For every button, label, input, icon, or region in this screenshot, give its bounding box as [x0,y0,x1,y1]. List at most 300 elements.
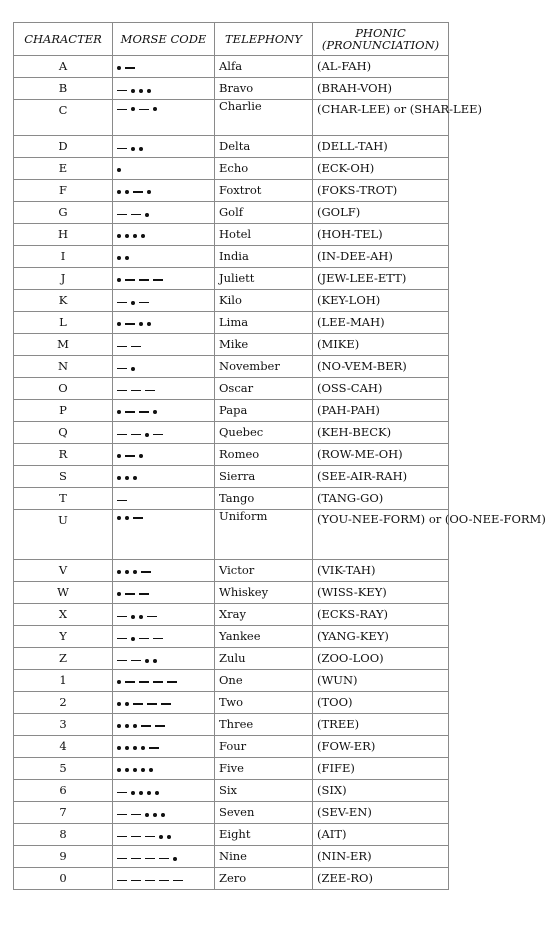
character-cell: C [14,100,113,136]
morse-dot [145,213,149,217]
morse-symbols [117,677,177,687]
table-row [14,868,449,890]
morse-dot [139,791,143,795]
table-row [14,334,449,356]
phonic-cell: (KEH-BECK) [313,422,449,444]
morse-dot [147,791,151,795]
morse-cell [113,56,215,78]
table-row [14,670,449,692]
phonic-cell: (CHAR-LEE) or (SHAR-LEE) [313,100,449,136]
morse-symbols [117,743,159,753]
character-cell: Q [14,422,113,444]
morse-cell [113,670,215,692]
phonic-cell: (ECKS-RAY) [313,604,449,626]
phonic-cell: (TREE) [313,714,449,736]
phonic-cell: (AL-FAH) [313,56,449,78]
morse-dot [117,234,121,238]
morse-dash [133,517,143,519]
morse-dash [131,858,141,860]
header-phonic: PHONIC (PRONUNCIATION) [313,23,449,56]
morse-dash [141,725,151,727]
telephony-cell: Golf [215,202,313,224]
morse-dash [153,681,163,683]
phonic-cell: (BRAH-VOH) [313,78,449,100]
character-cell: V [14,560,113,582]
morse-dash [117,836,127,838]
morse-dot [145,433,149,437]
morse-dot [125,768,129,772]
phonic-cell: (GOLF) [313,202,449,224]
morse-dot [133,234,137,238]
morse-symbols [117,721,165,731]
table-row [14,692,449,714]
table-row [14,400,449,422]
morse-dash [147,703,157,705]
morse-dot [131,367,135,371]
morse-dash [159,880,169,882]
character-cell: 0 [14,868,113,890]
morse-dash [131,814,141,816]
character-cell: K [14,290,113,312]
character-cell: 1 [14,670,113,692]
telephony-cell: Three [215,714,313,736]
header-row [14,23,449,56]
morse-dash [125,323,135,325]
morse-dash [117,858,127,860]
morse-dot [147,190,151,194]
telephony-cell: Bravo [215,78,313,100]
morse-cell [113,780,215,802]
telephony-cell: Zulu [215,648,313,670]
phonic-cell: (MIKE) [313,334,449,356]
character-cell: 7 [14,802,113,824]
character-cell: Z [14,648,113,670]
header-telephony: TELEPHONY [215,23,313,56]
morse-dash [139,681,149,683]
morse-symbols [117,699,171,709]
morse-cell [113,224,215,246]
morse-cell [113,78,215,100]
morse-cell [113,136,215,158]
morse-cell [113,758,215,780]
morse-dot [125,190,129,194]
morse-dot [141,768,145,772]
morse-cell [113,202,215,224]
phonic-cell: (YANG-KEY) [313,626,449,648]
telephony-cell: November [215,356,313,378]
telephony-cell: Mike [215,334,313,356]
morse-dot [131,637,135,641]
telephony-cell: Whiskey [215,582,313,604]
morse-dot [139,454,143,458]
header-morse-code: MORSE CODE [113,23,215,56]
morse-dash [117,500,127,502]
phonic-cell: (TANG-GO) [313,488,449,510]
table-row [14,736,449,758]
morse-dot [117,592,121,596]
telephony-cell: India [215,246,313,268]
table-row [14,466,449,488]
morse-dash [145,836,155,838]
telephony-cell: Tango [215,488,313,510]
morse-dash [125,67,135,69]
morse-dot [147,322,151,326]
phonic-cell: (NO-VEM-BER) [313,356,449,378]
morse-dash [139,593,149,595]
morse-dot [133,746,137,750]
morse-dash [153,434,163,436]
character-cell: G [14,202,113,224]
morse-symbols [117,210,149,220]
morse-cell [113,290,215,312]
table-row [14,290,449,312]
phonic-cell: (FOW-ER) [313,736,449,758]
morse-symbols [117,298,149,308]
morse-dash [117,638,127,640]
phonic-cell: (SIX) [313,780,449,802]
phonic-cell: (KEY-LOH) [313,290,449,312]
morse-dot [149,768,153,772]
morse-dot [125,570,129,574]
morse-dot [139,89,143,93]
telephony-cell: Delta [215,136,313,158]
character-cell: N [14,356,113,378]
morse-dash [117,434,127,436]
morse-dot [133,476,137,480]
character-cell: W [14,582,113,604]
morse-dot [117,746,121,750]
morse-dash [125,455,135,457]
phonic-cell: (SEV-EN) [313,802,449,824]
morse-dot [125,234,129,238]
morse-symbols [117,364,135,374]
character-cell: F [14,180,113,202]
morse-cell [113,466,215,488]
telephony-cell: Alfa [215,56,313,78]
phonic-cell: (LEE-MAH) [313,312,449,334]
morse-symbols [117,788,159,798]
morse-cell [113,868,215,890]
morse-symbols [117,104,157,114]
table-row [14,268,449,290]
telephony-cell: Two [215,692,313,714]
telephony-cell: Victor [215,560,313,582]
telephony-cell: Romeo [215,444,313,466]
morse-cell [113,158,215,180]
table-row [14,78,449,100]
phonic-cell: (OSS-CAH) [313,378,449,400]
morse-dot [139,322,143,326]
morse-symbols [117,342,141,352]
morse-dot [125,746,129,750]
phonic-cell: (FIFE) [313,758,449,780]
telephony-cell: Juliett [215,268,313,290]
morse-dash [161,703,171,705]
morse-symbols [117,253,129,263]
morse-dot [139,615,143,619]
character-cell: X [14,604,113,626]
header-character: CHARACTER [14,23,113,56]
morse-dash [125,279,135,281]
table-row [14,158,449,180]
telephony-cell: Six [215,780,313,802]
phonic-cell: (ROW-ME-OH) [313,444,449,466]
telephony-cell: Uniform [215,510,313,560]
telephony-cell: One [215,670,313,692]
morse-dot [131,107,135,111]
morse-dot [117,680,121,684]
morse-cell [113,692,215,714]
morse-dash [117,148,127,150]
morse-symbols [117,612,157,622]
morse-symbols [117,86,151,96]
character-cell: 6 [14,780,113,802]
morse-dot [167,835,171,839]
morse-cell [113,802,215,824]
table-row [14,510,449,560]
table-row [14,100,449,136]
telephony-cell: Charlie [215,100,313,136]
morse-dash [139,411,149,413]
phonic-cell: (WUN) [313,670,449,692]
morse-dash [133,191,143,193]
morse-cell [113,334,215,356]
table-row [14,758,449,780]
table-row [14,224,449,246]
morse-cell [113,268,215,290]
morse-dot [125,516,129,520]
phonetic-alphabet-table [13,22,546,890]
morse-dash [141,571,151,573]
morse-cell [113,626,215,648]
morse-dash [153,638,163,640]
morse-dot [153,813,157,817]
morse-dot [147,89,151,93]
morse-symbols [117,473,137,483]
character-cell: O [14,378,113,400]
morse-dash [131,214,141,216]
phonic-cell: (DELL-TAH) [313,136,449,158]
morse-dash [117,880,127,882]
morse-dash [131,390,141,392]
morse-symbols [117,634,163,644]
phonic-cell: (YOU-NEE-FORM) or (OO-NEE-FORM) [313,510,449,560]
table-row [14,488,449,510]
morse-dot [125,702,129,706]
morse-dot [117,476,121,480]
morse-cell [113,356,215,378]
morse-dot [141,746,145,750]
morse-dash [117,390,127,392]
table-row [14,626,449,648]
character-cell: M [14,334,113,356]
morse-dash [117,660,127,662]
morse-dot [117,190,121,194]
morse-dot [131,147,135,151]
phonic-cell: (IN-DEE-AH) [313,246,449,268]
character-cell: I [14,246,113,268]
morse-dash [139,638,149,640]
morse-dot [125,476,129,480]
morse-cell [113,378,215,400]
telephony-cell: Sierra [215,466,313,488]
morse-cell [113,510,215,560]
telephony-cell: Foxtrot [215,180,313,202]
morse-dot [117,768,121,772]
phonic-cell: (VIK-TAH) [313,560,449,582]
phonic-cell: (ZEE-RO) [313,868,449,890]
morse-dot [153,107,157,111]
telephony-cell: Quebec [215,422,313,444]
morse-cell [113,560,215,582]
telephony-cell: Echo [215,158,313,180]
character-cell: T [14,488,113,510]
morse-dot [117,168,121,172]
telephony-cell: Yankee [215,626,313,648]
morse-dash [133,703,143,705]
morse-cell [113,714,215,736]
morse-dot [117,724,121,728]
morse-cell [113,444,215,466]
morse-dash [125,593,135,595]
telephony-cell: Seven [215,802,313,824]
phonic-cell: (HOH-TEL) [313,224,449,246]
morse-dot [131,615,135,619]
telephony-cell: Xray [215,604,313,626]
morse-dash [139,109,149,111]
morse-dot [117,278,121,282]
table-row [14,582,449,604]
morse-dot [117,454,121,458]
morse-dot [131,89,135,93]
morse-cell [113,100,215,136]
morse-dash [117,368,127,370]
character-cell: 2 [14,692,113,714]
morse-dash [131,836,141,838]
telephony-cell: Hotel [215,224,313,246]
phonic-cell: (SEE-AIR-RAH) [313,466,449,488]
morse-dot [153,659,157,663]
morse-dash [117,302,127,304]
morse-dash [153,279,163,281]
telephony-cell: Eight [215,824,313,846]
phonic-cell: (AIT) [313,824,449,846]
character-cell: 4 [14,736,113,758]
morse-dot [145,813,149,817]
morse-dot [153,410,157,414]
morse-dash [147,616,157,618]
morse-symbols [117,144,143,154]
morse-dot [161,813,165,817]
morse-dot [131,301,135,305]
morse-dot [139,147,143,151]
morse-dash [145,390,155,392]
character-cell: L [14,312,113,334]
table-row [14,824,449,846]
phonic-cell: (JEW-LEE-ETT) [313,268,449,290]
morse-symbols [117,765,153,775]
character-cell: 8 [14,824,113,846]
phonic-cell: (WISS-KEY) [313,582,449,604]
morse-dash [173,880,183,882]
morse-dash [131,880,141,882]
table-row [14,560,449,582]
morse-dot [117,322,121,326]
morse-dash [139,302,149,304]
morse-cell [113,582,215,604]
morse-symbols [117,513,143,523]
morse-dot [131,791,135,795]
table-row [14,846,449,868]
table-body [14,56,546,890]
morse-dot [125,724,129,728]
table-row [14,180,449,202]
telephony-cell: Five [215,758,313,780]
morse-dash [117,90,127,92]
morse-symbols [117,386,155,396]
morse-cell [113,312,215,334]
character-cell: U [14,510,113,560]
table-row [14,378,449,400]
table-row [14,56,449,78]
table-row [14,714,449,736]
character-cell: S [14,466,113,488]
morse-dash [131,346,141,348]
morse-dot [141,234,145,238]
morse-symbols [117,165,121,175]
telephony-cell: Kilo [215,290,313,312]
morse-cell [113,180,215,202]
telephony-cell: Lima [215,312,313,334]
character-cell: R [14,444,113,466]
phonic-cell: (ECK-OH) [313,158,449,180]
morse-cell [113,400,215,422]
morse-dot [117,410,121,414]
morse-symbols [117,496,127,506]
character-cell: D [14,136,113,158]
phonic-cell: (PAH-PAH) [313,400,449,422]
character-cell: A [14,56,113,78]
table-row [14,202,449,224]
morse-symbols [117,187,151,197]
morse-dash [117,792,127,794]
morse-dash [117,814,127,816]
character-cell: H [14,224,113,246]
morse-symbols [117,319,151,329]
morse-dot [125,256,129,260]
character-cell: E [14,158,113,180]
table-row [14,422,449,444]
morse-dot [117,256,121,260]
morse-dash [117,214,127,216]
morse-symbols [117,854,177,864]
morse-dash [117,109,127,111]
telephony-cell: Zero [215,868,313,890]
morse-dash [139,279,149,281]
morse-symbols [117,430,163,440]
character-cell: B [14,78,113,100]
morse-dash [167,681,177,683]
morse-cell [113,422,215,444]
morse-dot [117,570,121,574]
phonic-cell: (TOO) [313,692,449,714]
morse-dot [117,516,121,520]
morse-dash [145,880,155,882]
morse-symbols [117,451,143,461]
table-row [14,246,449,268]
morse-symbols [117,275,163,285]
morse-dash [131,434,141,436]
